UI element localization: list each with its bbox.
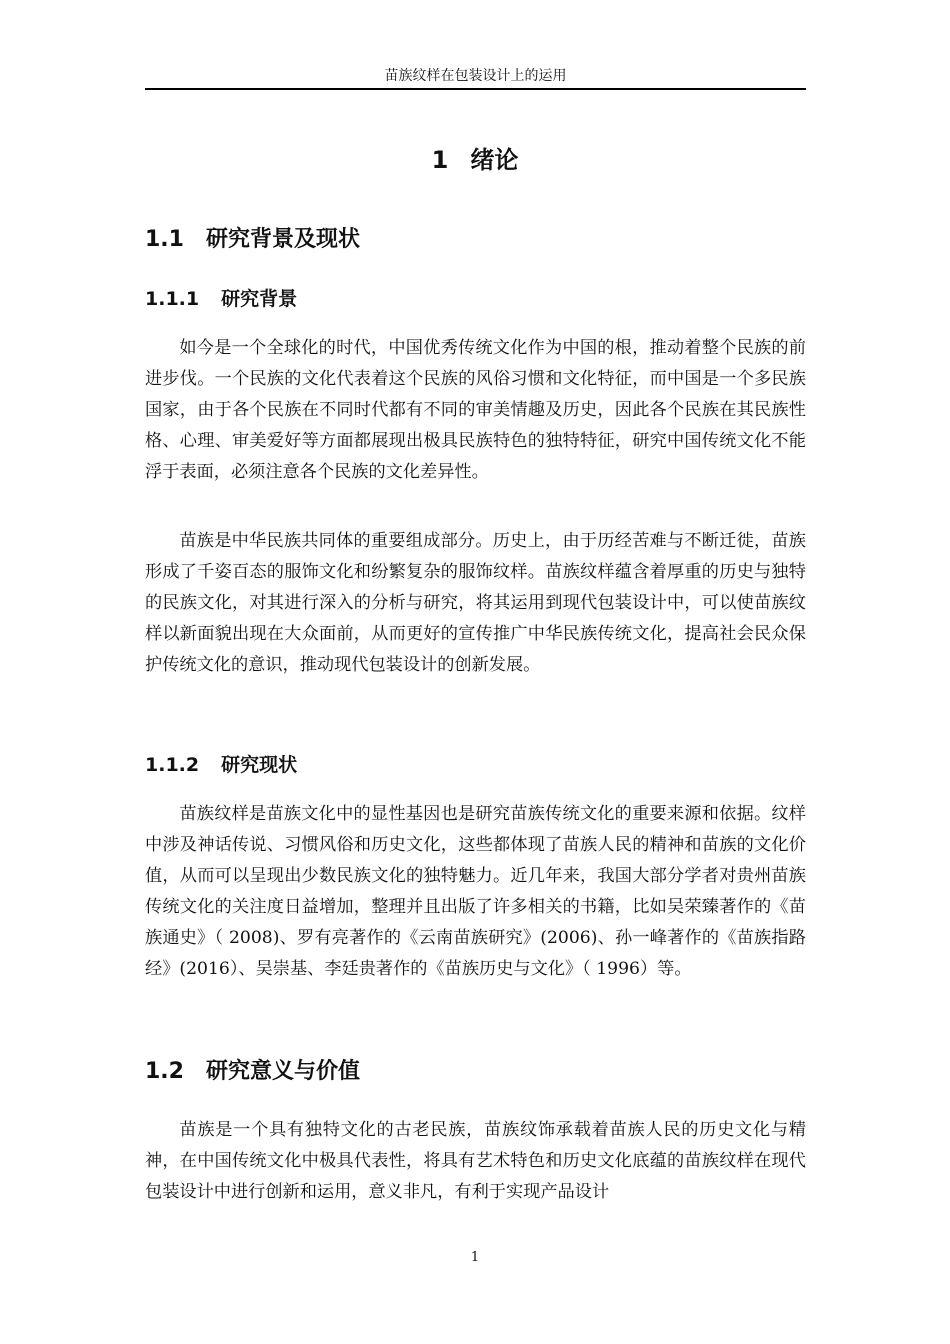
body-paragraph-3: 苗族纹样是苗族文化中的显性基因也是研究苗族传统文化的重要来源和依据。纹样中涉及神话传说、习惯风俗和历史文化，这些都体现了苗族人民的精神和苗族的文化价值，从而可以呈现出少数民族文化的独特魅力。近几年来，我国大部分学者对贵州苗族传统文化的关注度日益增加，整理并且出版了许多相关的书籍，比如吴荣臻著作的《苗族通史》（ 2008)、罗有亮著作的《云南苗族研究》(2006)、孙一峰著作的《苗族指路经》(2016）、吴崇基、李廷贵著作的《苗族历史与文化》（ 1996）等。 <box>145 804 806 979</box>
subsection-title: 研究背景 <box>221 288 298 310</box>
subsection-number: 1.1.2 <box>145 754 200 776</box>
subsection-heading-1-1-2 <box>145 752 297 778</box>
page-number: 1 <box>470 1250 480 1265</box>
running-header: 苗族纹样在包装设计上的运用 <box>384 68 567 84</box>
section-heading-1-2 <box>145 1058 360 1086</box>
subsection-title: 研究现状 <box>221 754 298 776</box>
chapter-title-text: 绪论 <box>470 146 519 174</box>
header-rule <box>145 88 806 90</box>
section-heading-1-1 <box>145 226 360 254</box>
section-title: 研究意义与价值 <box>205 1059 360 1084</box>
body-paragraph-2: 苗族是中华民族共同体的重要组成部分。历史上，由于历经苦难与不断迁徙，苗族形成了千姿百态的服饰文化和纷繁复杂的服饰纹样。苗族纹样蕴含着厚重的历史与独特的民族文化，对其进行深入的分析与研究，将其运用到现代包装设计中，可以使苗族纹样以新面貌出现在大众面前，从而更好的宣传推广中华民族传统文化，提高社会民众保护传统文化的意识，推动现代包装设计的创新发展。 <box>145 531 806 675</box>
section-number: 1.1 <box>145 227 184 252</box>
subsection-heading-1-1-1 <box>145 286 297 312</box>
body-paragraph-1: 如今是一个全球化的时代，中国优秀传统文化作为中国的根，推动着整个民族的前进步伐。一个民族的文化代表着这个民族的风俗习惯和文化特征，而中国是一个多民族国家，由于各个民族在不同时代都有不同的审美情趣及历史，因此各个民族在其民族性格、心理、审美爱好等方面都展现出极具民族特色的独特特征，研究中国传统文化不能浮于表面，必须注意各个民族的文化差异性。 <box>145 338 806 482</box>
chapter-number: 1 <box>431 146 449 174</box>
section-title: 研究背景及现状 <box>205 227 360 252</box>
body-paragraph-4: 苗族是一个具有独特文化的古老民族，苗族纹饰承载着苗族人民的历史文化与精神，在中国传统文化中极具代表性，将具有艺术特色和历史文化底蕴的苗族纹样在现代包装设计中进行创新和运用，意义非凡，有利于实现产品设计 <box>145 1120 806 1202</box>
subsection-number: 1.1.1 <box>145 288 200 310</box>
chapter-title <box>0 145 950 175</box>
section-number: 1.2 <box>145 1059 184 1084</box>
